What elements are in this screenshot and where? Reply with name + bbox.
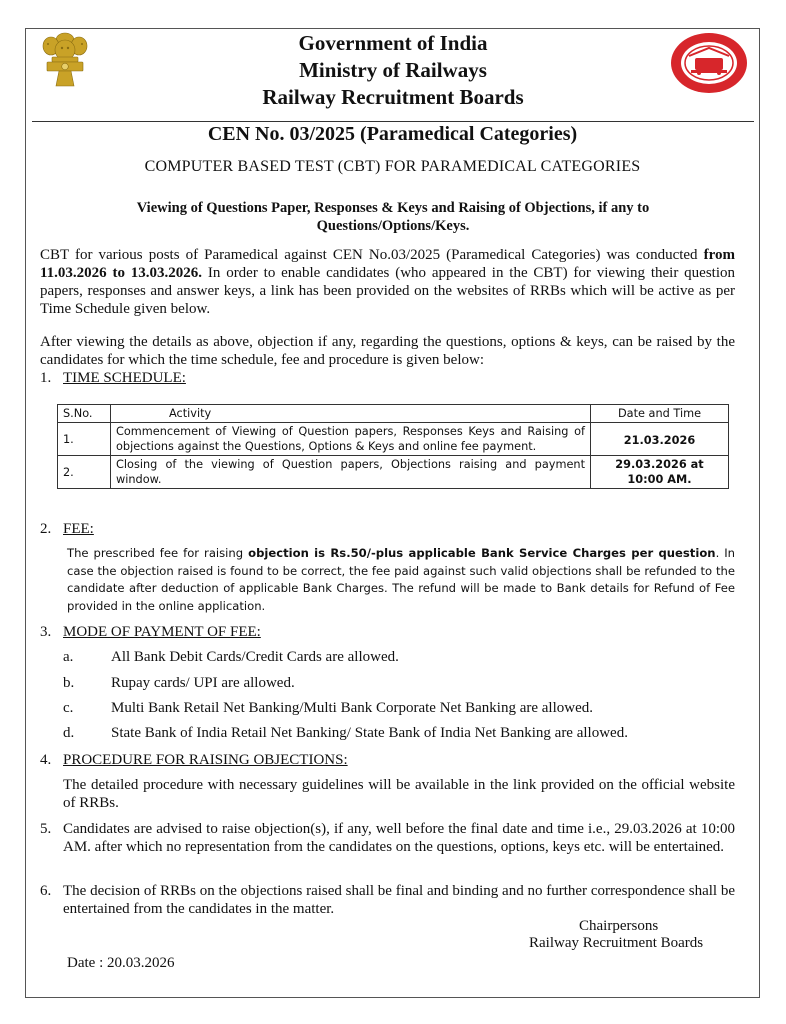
row-activity: Closing of the viewing of Question papers, Objections raising and payment window. bbox=[111, 456, 591, 489]
header-divider bbox=[32, 121, 754, 122]
section-number: 2. bbox=[40, 521, 52, 537]
intro-paragraph bbox=[40, 246, 735, 318]
point-text: The decision of RRBs on the objections raised shall be final and binding and no further correspondence shall be entertained from the candidates in the matter. bbox=[63, 883, 735, 917]
header-date: Date and Time bbox=[591, 405, 729, 423]
after-view-paragraph: After viewing the details as above, objection if any, regarding the questions, options & keys, can be raised by the candidates for which the time schedule, fee and procedure is given below: bbox=[40, 334, 735, 368]
point-6 bbox=[40, 882, 735, 918]
row-sno: 1. bbox=[58, 423, 111, 456]
procedure-paragraph: The detailed procedure with necessary guidelines will be available in the link provided on the official website of RRBs. bbox=[63, 777, 735, 811]
row-sno: 2. bbox=[58, 456, 111, 489]
header-activity: Activity bbox=[111, 405, 591, 423]
table-header-row bbox=[58, 405, 729, 423]
signature-title: Chairpersons bbox=[579, 918, 659, 934]
point-5 bbox=[40, 820, 735, 856]
point-text: Candidates are advised to raise objection(s), if any, well before the final date and time i.e., 29.03.2026 at 10:00 AM. after which no representation from the candidates on the questions, options, keys etc. will be entertained. bbox=[63, 821, 735, 855]
list-item bbox=[63, 699, 593, 717]
signature-board: Railway Recruitment Boards bbox=[529, 935, 704, 951]
viewing-heading-line1: Viewing of Questions Paper, Responses & Keys and Raising of Objections, if any to bbox=[136, 200, 650, 216]
list-item-letter: a. bbox=[63, 649, 74, 665]
list-item bbox=[63, 674, 295, 692]
section-procedure bbox=[40, 751, 348, 769]
viewing-heading-line2: Questions/Options/Keys. bbox=[316, 218, 470, 234]
row-date: 29.03.2026 at 10:00 AM. bbox=[591, 456, 729, 489]
list-item-text: Rupay cards/ UPI are allowed. bbox=[111, 675, 295, 691]
list-item-text: All Bank Debit Cards/Credit Cards are allowed. bbox=[111, 649, 399, 665]
list-item-text: State Bank of India Retail Net Banking/ State Bank of India Net Banking are allowed. bbox=[111, 725, 628, 741]
row-date: 21.03.2026 bbox=[591, 423, 729, 456]
section-title: MODE OF PAYMENT OF FEE: bbox=[63, 624, 261, 640]
table-row bbox=[58, 423, 729, 456]
point-number: 5. bbox=[40, 821, 52, 837]
list-item-letter: b. bbox=[63, 675, 75, 691]
list-item-text: Multi Bank Retail Net Banking/Multi Bank Corporate Net Banking are allowed. bbox=[111, 700, 593, 716]
section-number: 1. bbox=[40, 370, 52, 386]
fee-amount: objection is Rs.50/-plus applicable Bank Service Charges per question bbox=[248, 546, 716, 560]
section-fee bbox=[40, 520, 94, 538]
intro-dates: from 11.03.2026 to 13.03.2026. bbox=[40, 247, 735, 281]
national-emblem-icon bbox=[37, 30, 93, 92]
section-title: TIME SCHEDULE: bbox=[63, 370, 186, 386]
header-ministry: Ministry of Railways bbox=[299, 58, 487, 82]
header-government: Government of India bbox=[298, 31, 488, 55]
list-item bbox=[63, 724, 628, 742]
section-title: PROCEDURE FOR RAISING OBJECTIONS: bbox=[63, 752, 348, 768]
viewing-heading bbox=[95, 199, 691, 235]
intro-text-start: CBT for various posts of Paramedical against CEN No.03/2025 (Paramedical Categories) was conducted bbox=[40, 247, 704, 263]
section-number: 4. bbox=[40, 752, 52, 768]
section-payment-mode bbox=[40, 623, 261, 641]
intro-text-end: In order to enable candidates (who appeared in the CBT) for viewing their question papers, responses and answer keys, a link has been provided on the websites of RRBs which will be active as per Time Schedule given below. bbox=[40, 265, 735, 317]
header-boards: Railway Recruitment Boards bbox=[262, 85, 524, 109]
fee-text-start: The prescribed fee for raising bbox=[67, 546, 249, 560]
point-number: 6. bbox=[40, 883, 52, 899]
list-item bbox=[63, 648, 399, 666]
row-activity: Commencement of Viewing of Question papers, Responses Keys and Raising of objections against the Questions, Options & Keys and online fee payment. bbox=[111, 423, 591, 456]
page-subtitle: COMPUTER BASED TEST (CBT) FOR PARAMEDICAL CATEGORIES bbox=[144, 158, 641, 175]
list-item-letter: d. bbox=[63, 725, 75, 741]
page-title: CEN No. 03/2025 (Paramedical Categories) bbox=[207, 123, 578, 145]
issue-date: Date : 20.03.2026 bbox=[67, 955, 175, 971]
section-title: FEE: bbox=[63, 521, 94, 537]
list-item-letter: c. bbox=[63, 700, 74, 716]
section-number: 3. bbox=[40, 624, 52, 640]
fee-paragraph bbox=[67, 545, 735, 615]
fee-text-end: . In case the objection raised is found to be correct, the fee paid against such valid objections shall be refunded to the candidate after deduction of applicable Bank Charges. The refund will be made to Bank details for Refund of Fee provided in the online application. bbox=[67, 546, 736, 613]
time-schedule-table bbox=[57, 404, 729, 489]
table-row bbox=[58, 456, 729, 489]
header-sno: S.No. bbox=[58, 405, 111, 423]
section-time-schedule bbox=[40, 369, 186, 387]
